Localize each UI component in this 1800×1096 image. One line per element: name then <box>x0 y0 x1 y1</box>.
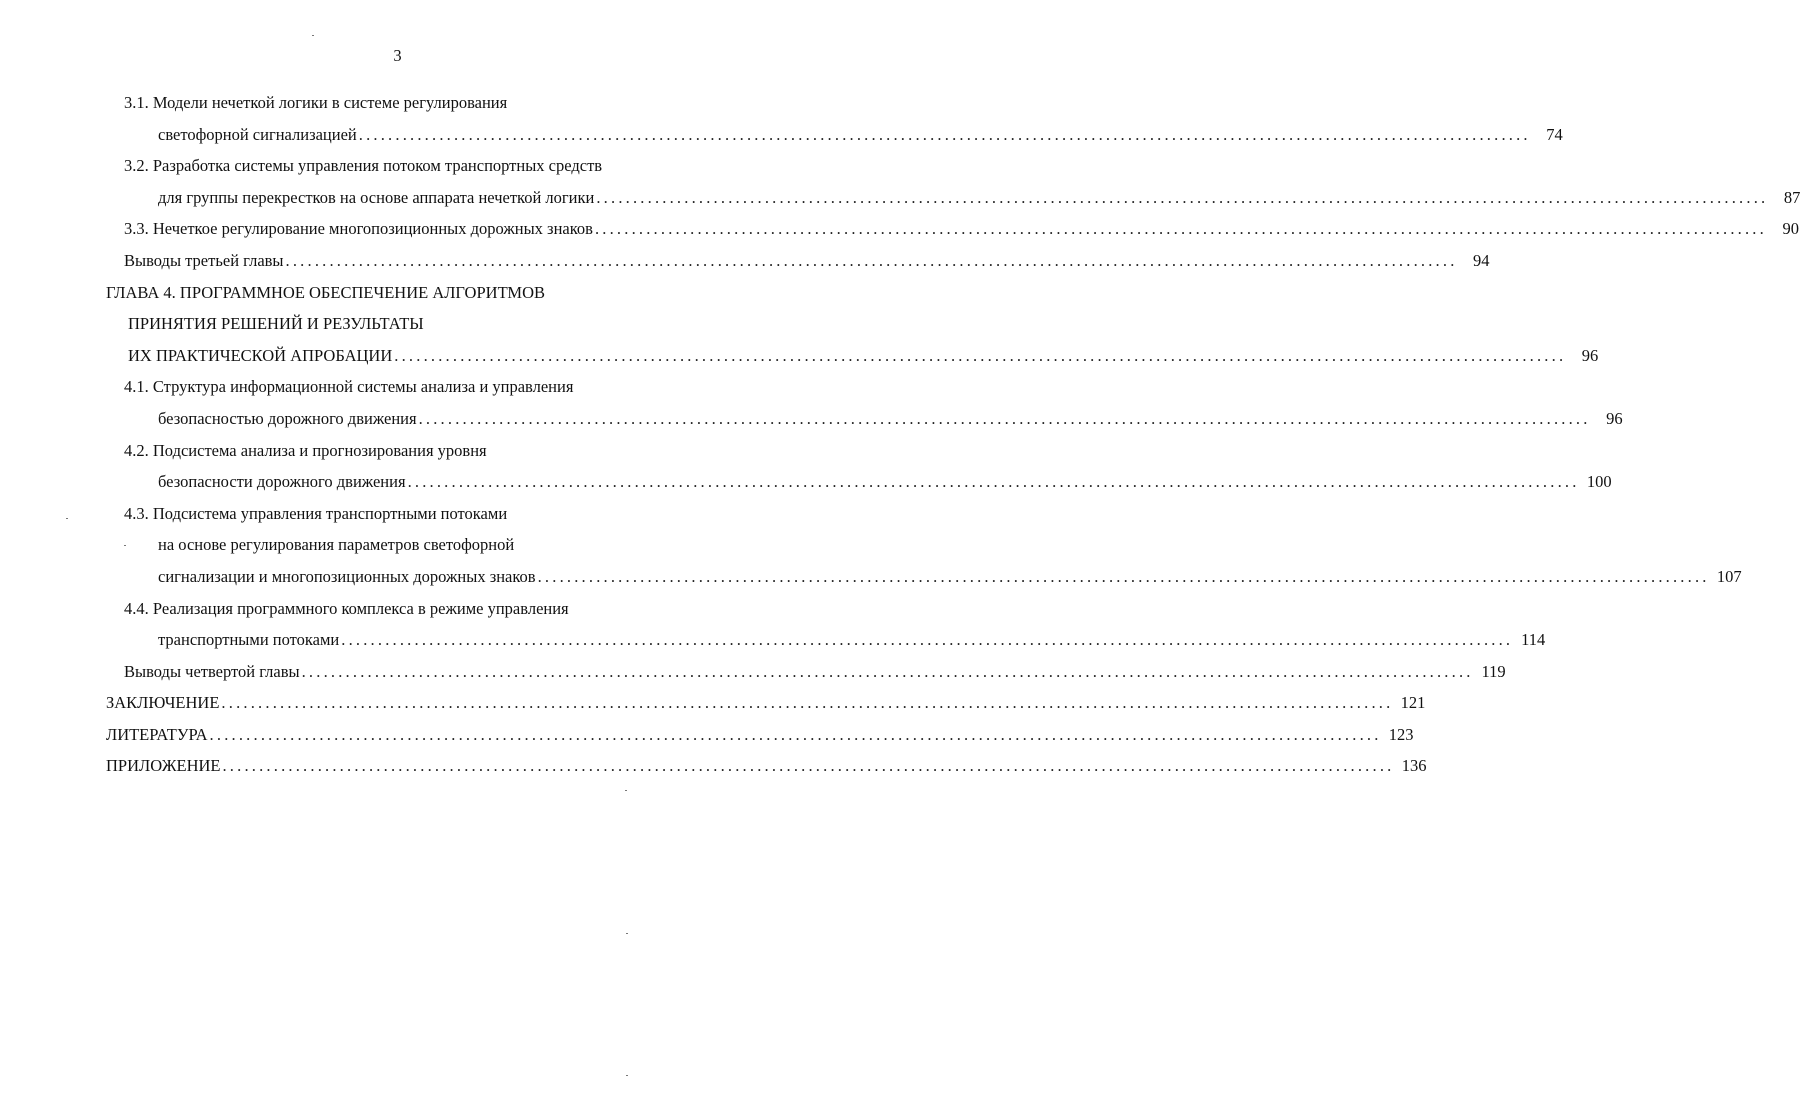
toc-entry-title: сигнализации и многопозиционных дорожных знаков <box>158 566 536 586</box>
toc-entry-title: транспортными потоками <box>158 630 340 650</box>
toc-leader-dots: ................................................................................................................................................................ <box>594 219 1767 239</box>
toc-entry-title: светофорной сигнализацией <box>158 124 357 144</box>
toc-entry-page: 123 <box>1388 724 1414 744</box>
toc-entry-title: 3.1. Модели нечеткой логики в системе регулирования <box>124 93 508 112</box>
toc-entry-page: 90 <box>1782 219 1799 239</box>
toc-entry <box>106 345 1599 377</box>
toc-entry-title: 3.2. Разработка системы управления потоком транспортных средств <box>124 156 603 176</box>
toc-leader-dots: ................................................................................................................................................................ <box>407 472 1580 492</box>
toc-entry-title: 3.3. Нечеткое регулирование многопозиционных дорожных знаков <box>124 219 593 239</box>
toc-entry-title: ГЛАВА 4. ПРОГРАММНОЕ ОБЕСПЕЧЕНИЕ АЛГОРИТМОВ <box>106 282 546 302</box>
toc-entry <box>106 250 1490 282</box>
toc-entry-title: ЗАКЛЮЧЕНИЕ <box>106 693 220 713</box>
toc-entry <box>106 282 731 314</box>
toc-entry <box>106 313 731 345</box>
toc-entry-title: ЛИТЕРАТУРА <box>106 724 208 744</box>
toc-entry-page: 114 <box>1521 630 1546 650</box>
toc-entry-title: ИХ ПРАКТИЧЕСКОЙ АПРОБАЦИИ <box>128 345 393 365</box>
toc-entry <box>106 92 731 124</box>
toc-entry-page: 96 <box>1581 345 1599 365</box>
toc-leader-dots: ................................................................................................................................................................ <box>596 187 1769 207</box>
toc-entry-title: 4.1. Структура информационной системы анализа и управления <box>124 377 574 397</box>
toc-entry-title: 4.3. Подсистема управления транспортными потоками <box>124 503 508 523</box>
toc-entry-title: безопасности дорожного движения <box>158 472 406 492</box>
toc-entry-page: 136 <box>1401 756 1427 776</box>
toc-entry <box>106 155 731 187</box>
toc-entry <box>106 187 1800 219</box>
scan-speck <box>124 545 126 546</box>
toc-entry <box>106 376 731 408</box>
scan-speck <box>626 933 628 934</box>
toc-entry <box>106 534 731 566</box>
table-of-contents <box>106 92 1800 787</box>
toc-leader-dots: ................................................................................................................................................................ <box>537 566 1710 586</box>
toc-entry-page: 100 <box>1586 472 1612 492</box>
toc-entry-page: 94 <box>1473 250 1490 270</box>
scan-speck <box>66 518 68 519</box>
toc-entry-title: Выводы третьей главы <box>124 250 284 270</box>
toc-entry-page: 119 <box>1481 661 1506 681</box>
toc-entry-title: безопасностью дорожного движения <box>158 408 417 428</box>
toc-entry <box>106 598 731 630</box>
toc-entry <box>106 471 1612 503</box>
toc-leader-dots: ................................................................................................................................................................ <box>301 661 1474 681</box>
toc-leader-dots: ................................................................................................................................................................ <box>222 756 1395 776</box>
toc-entry <box>106 692 1426 724</box>
toc-entry-page: 96 <box>1606 408 1623 428</box>
toc-entry-title: ПРИНЯТИЯ РЕШЕНИЙ И РЕЗУЛЬТАТЫ <box>128 314 424 334</box>
toc-leader-dots: ................................................................................................................................................................ <box>341 630 1514 650</box>
toc-entry <box>106 566 1742 598</box>
toc-entry <box>106 503 731 535</box>
toc-entry-page: 107 <box>1716 566 1742 586</box>
toc-entry <box>106 755 1427 787</box>
toc-entry <box>106 724 1414 756</box>
toc-entry-title: на основе регулирования параметров светофорной <box>158 535 515 555</box>
scan-speck <box>312 35 314 36</box>
toc-entry <box>106 629 1546 661</box>
toc-entry <box>106 218 1799 250</box>
toc-leader-dots: ................................................................................................................................................................ <box>209 724 1382 744</box>
toc-entry <box>106 440 731 472</box>
toc-entry-title: Выводы четвертой главы <box>124 661 300 681</box>
scan-speck <box>626 1075 628 1076</box>
toc-entry-title: 4.2. Подсистема анализа и прогнозирования уровня <box>124 440 487 460</box>
toc-entry-page: 74 <box>1546 124 1563 144</box>
toc-leader-dots: ................................................................................................................................................................ <box>221 693 1394 713</box>
page-number: 3 <box>393 46 402 65</box>
toc-leader-dots: ................................................................................................................................................................ <box>358 124 1531 144</box>
toc-entry-title: 4.4. Реализация программного комплекса в режиме управления <box>124 598 569 618</box>
toc-entry <box>106 661 1506 693</box>
toc-leader-dots: ................................................................................................................................................................ <box>418 408 1591 428</box>
toc-entry <box>106 124 1563 156</box>
toc-entry-title: для группы перекрестков на основе аппарата нечеткой логики <box>158 187 595 207</box>
toc-entry-title: ПРИЛОЖЕНИЕ <box>106 756 221 776</box>
scan-speck <box>625 790 627 791</box>
toc-leader-dots: ................................................................................................................................................................ <box>394 345 1567 365</box>
toc-leader-dots: ................................................................................................................................................................ <box>285 250 1458 270</box>
toc-entry-page: 87 <box>1783 187 1800 207</box>
toc-entry-page: 121 <box>1400 693 1426 713</box>
toc-entry <box>106 408 1623 440</box>
